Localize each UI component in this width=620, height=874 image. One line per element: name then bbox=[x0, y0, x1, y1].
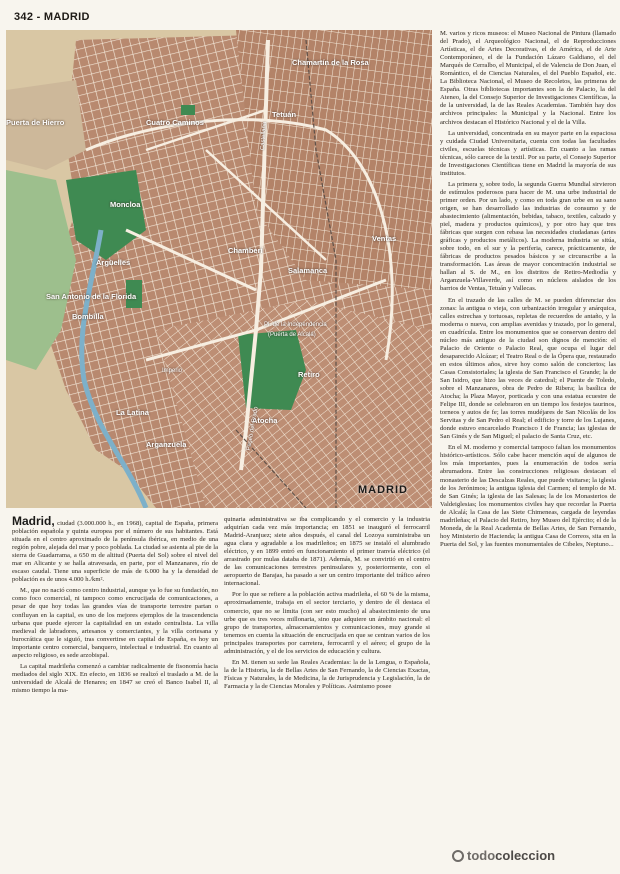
text-column-right bbox=[440, 30, 616, 840]
paragraph: M., que no nació como centro industrial, aunque ya lo fue su fundación, no como foco comercial, ni tampoco como encrucijada de comunicaciones, a pesar de que hoy todas las grandes vías de transporte terrestre partan o confluyan en la capital, es uno de los mejores ejemplos de la trascendencia urbana que puede ejercer la capitalidad en un estado centralista. La villa medieval de labradores, artesanos y comerciantes, y la villa cortesana y burocrática que le siguió, tras convertirse en capital de España, es hoy un importante centro comercial, banquero, intelectual e industrial. En cuanto al aspecto religioso, es sede arzobispal. bbox=[12, 587, 218, 659]
map-label-san-antonio: San Antonio de la Florida bbox=[46, 292, 137, 301]
watermark-logo-icon bbox=[452, 850, 464, 862]
paragraph: En el trazado de las calles de M. se pueden diferenciar dos zonas: la antigua o vieja, con urbanización irregular y anárquica, calles estrechas y tortuosas, repletas de recuerdos de antaño, y la moderna o nueva, con amplias avenidas y trazado, por lo general, en cuadrícula. Entre los monumentos que se conservan dentro del núcleo más antiguo de la ciudad son dignos de mención: el Palacio de Oriente o Palacio Real, que ocupa el lugar del desaparecido Alcázar; el Teatro Real o de la Ópera que, restaurado en estos últimos años, sirve hoy como salón de conciertos; las Casas Consistoriales; la iglesia de San Francisco el Grande; la de San Isidro, que hizo las veces de catedral; el Puente de Toledo, sobre el Manzanares, obra de Pedro de Ribera; la basílica de Atocha; la Plaza Mayor, porticada y con una estatua ecuestre de Felipe III, donde se celebraron en un tiempo los festejos taurinos, torneos y autos de fe; las torres mudéjares de San Nicolás de los Servitas y de San Pedro el Real; el edificio y torre de los Lujanes, donde estuvo encarcelado Francisco I de Francia; las iglesias de San Ginés y de San Miguel; el palacio de Santa Cruz, etc. bbox=[440, 296, 616, 441]
map-label-castellana: Castellana bbox=[260, 121, 268, 151]
paragraph bbox=[12, 514, 218, 584]
paragraph: La capital madrileña comenzó a cambiar radicalmente de fisonomía hacia mediados del siglo XIX. En efecto, en 1836 se realizó el traslado a M. de la universidad de Alcalá de Henares; en 1847 se creó el Banco Isabel II, al mismo tiempo la ma- bbox=[12, 662, 218, 694]
map-label-salamanca: Salamanca bbox=[288, 266, 328, 275]
map-label-retiro: Retiro bbox=[298, 370, 320, 379]
paragraph: quinaria administrativa se iba complicando y el comercio y la industria adquirían cada vez más importancia; en 1851 se inauguró el ferrocarril Madrid-Aranjuez; siete años después, el canal del Lozoya suministraba un agua clara y agradable a los madrileños; en 1875 se instaló el alumbrado eléctrico, y en 1899 entró en funcionamiento el primer tranvía eléctrico (el arrastrado por mulas databa de 1871). Además, M. se convirtió en el centro de las comunicaciones terrestres peninsulares y, posteriormente, con el aeropuerto de Barajas, ha pasado a ser un centro importante del tráfico aéreo internacional. bbox=[224, 516, 430, 588]
watermark bbox=[452, 848, 555, 863]
map-label-prado: Paseo del Prado bbox=[246, 406, 260, 452]
watermark-text-a: todo bbox=[467, 848, 496, 863]
map-label-cuatro-caminos: Cuatro Caminos bbox=[146, 118, 204, 127]
map-label-puerta-hierro: Puerta de Hierro bbox=[6, 118, 65, 127]
paragraph: La universidad, concentrada en su mayor parte en la espaciosa y cuidada Ciudad Universitaria, cuenta con todas las facultades civiles, escuelas técnicas y artísticas. En cuanto a las ramas técnicas, sólo carece de la textil. Por su parte, el Consejo Superior de Investigaciones Científicas tiene en Madrid la mayoría de sus institutos. bbox=[440, 129, 616, 177]
city-map bbox=[6, 30, 432, 508]
map-graphic bbox=[6, 30, 432, 508]
map-label-moncloa: Moncloa bbox=[110, 200, 141, 209]
map-label-puerta-alcala: (Puerta de Alcalá) bbox=[268, 332, 316, 338]
page-number: 342 - MADRID bbox=[14, 11, 90, 23]
paragraph: En el M. moderno y comercial tampoco faltan los monumentos histórico-artísticos. Sólo cabe hacer mención aquí de algunos de los más importantes, pues la enumeración de todos sería abrumadora. Entre las construcciones religiosas destacan el monasterio de las Descalzas Reales, que puede visitarse; la iglesia de los Jerónimos; la antigua iglesia del Carmen; el templo de M. de San Ginés; la iglesia de las Salesas; la de los Monasterios de Valdeiglesias; los monumentos civiles hay que recordar la Puerta de Alcalá; la Casa de las Siete Chimeneas, cargada de leyendas madrileñas; el Palacio del Retiro, hoy Museo del Ejército; el de la Moneda, de la Real Academia de Bellas Artes, de San Fernando, hoy Ministerio de Hacienda; la antigua Casa de Correos, sita en la Puerta del Sol, y las fuentes monumentales de Cibeles, Neptuno... bbox=[440, 444, 616, 548]
paragraph: En M. tienen su sede las Reales Academias: la de la Lengua, o Española, la de la Historia, la de Bellas Artes de San Fernando, la de Ciencias Exactas, Físicas y Naturales, la de Medicina, la de Jurisprudencia y Legislación, la de Farmacia y la de Ciencias Morales y Políticas. Asimismo posee bbox=[224, 658, 430, 690]
map-label-ventas: Ventas bbox=[372, 234, 397, 243]
paragraph: Por lo que se refiere a la población activa madrileña, el 60 % de la misma, aproximadamente, trabaja en el sector terciario, y dentro de él destaca el comercio, que no se limita (con ser esto mucho) al abastecimiento de una urbe que es tres veces millonaria, sino que adquiere un ámbito nacional: el grupo de transportes, almacenamientos y comunicaciones, muy grande si tenemos en cuenta la situación de encrucijada en que se centran varios de los principales transportes por carretera, ferrocarril y el aéreo; el grupo de la administración, y el de los servicios de educación y cultura. bbox=[224, 591, 430, 655]
map-label-bombilla: Bombilla bbox=[72, 312, 104, 321]
map-label-arguelles: Argüelles bbox=[96, 258, 131, 267]
entry-headword: Madrid, bbox=[12, 514, 55, 528]
map-label-chamberi: Chamberí bbox=[228, 246, 263, 255]
watermark-text-b: coleccion bbox=[495, 848, 556, 863]
map-label-tetuan: Tetuán bbox=[272, 110, 297, 119]
paragraph-text: ciudad (3.000.000 h., en 1968), capital de España, primera población española y quinta europea por el número de sus habitantes. Está situada en el centro aproximado de la península ibérica, en medio de una región pobre, alejada del mar y poco poblada. La ciudad se asienta al pie de la sierra de Guadarrama, a 650 m de altitud (Puerta del Sol) sobre el nivel del mar en Alicante y se halla atravesada, en parte, por el Manzanares, río de escaso caudal. Tiene una superficie de más de 6.000 ha y la densidad de población es de unos 4.000 h./km². bbox=[12, 520, 218, 584]
map-title: MADRID bbox=[358, 484, 408, 496]
page-header bbox=[0, 4, 440, 30]
map-label-independencia: Pl. de la Independencia bbox=[264, 322, 327, 328]
map-label-la-latina: La Latina bbox=[116, 408, 149, 417]
text-column-left bbox=[12, 514, 218, 844]
map-label-imperio: Imperio bbox=[162, 368, 183, 374]
text-column-middle bbox=[224, 516, 430, 844]
paragraph: La primera y, sobre todo, la segunda Guerra Mundial sirvieron de estímulos poderosos para hacer de M. una urbe industrial de primer orden. Por un lado, y como en toda gran urbe en su sano origen, se han desarrollado las industrias de consumo y de abastecimiento (alimentación, bebidas, tabaco, textiles, calzado y piel, madera y productos químicos), y por otro hay que tres fábricas que surgen con rebasa las necesidades ciudadanas (artes gráficas y productos metálicos). La moderna industria se sitúa, sobre todo, en el sur y la periferia, carece, prácticamente, de fábricas de productos pesados básicos y se circunscribe a la transformación. Las áreas de mayor concentración industrial se hallan al S. de M., en los distritos de Retiro-Mediodía y Arganzuela-Villaverde, así como en núcleos aislados de los barrios de Ventas, Tetuán y Vallecas. bbox=[440, 180, 616, 293]
map-label-chamartin: Chamartín de la Rosa bbox=[292, 58, 369, 67]
paragraph: M. varios y ricos museos: el Museo Nacional de Pintura (llamado del Prado), el Arqueológico Nacional, el de Reproducciones Artísticas, el de Artes Decorativas, el de América, el de Arte Contemporáneo, el de la Fundación Lázaro Galdiano, el del Marqués de Cerralbo, el Municipal, el de Valencia de Don Juan, el Romántico, el de Ciencias Naturales, el del Pueblo Español, etc. La Biblioteca Nacional, el Museo de Recoletos, las primeras de España. Otras bibliotecas importantes son la de Palacio, la del Ateneo, la del Consejo Superior de Investigaciones Científicas, la de la universidad, la de las Reales Academias. También hay dos archivos principales: la Municipal y la Nacional. Entre los archivos destacan el Histórico Nacional y el de la Villa. bbox=[440, 30, 616, 126]
map-label-atocha: Atocha bbox=[252, 416, 278, 425]
map-label-arganzuela: Arganzuela bbox=[146, 440, 187, 449]
